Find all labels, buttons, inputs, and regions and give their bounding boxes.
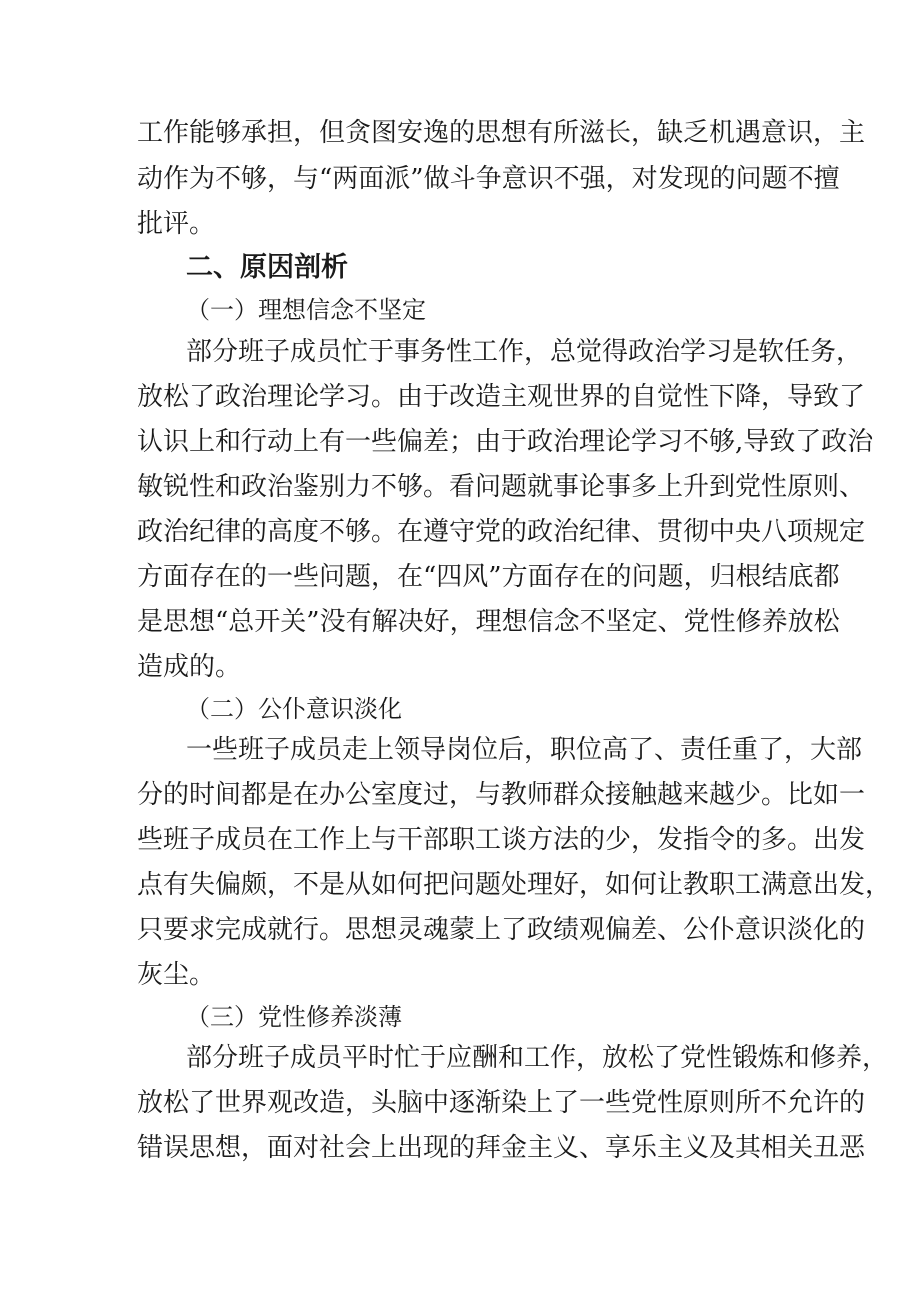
paragraph-line: 错误思想，面对社会上出现的拜金主义、享乐主义及其相关丑恶 bbox=[137, 1133, 866, 1163]
paragraph-line: 分的时间都是在办公室度过，与教师群众接触越来越少。比如一 bbox=[137, 780, 866, 810]
intro-line: 批评。 bbox=[137, 209, 216, 239]
paragraph-line: 敏锐性和政治鉴别力不够。看问题就事论事多上升到党性原则、 bbox=[137, 472, 866, 502]
paragraph-line: 部分班子成员平时忙于应酬和工作，放松了党性锻炼和修养， bbox=[186, 1043, 889, 1073]
intro-line: 工作能够承担，但贪图安逸的思想有所滋长，缺乏机遇意识，主 bbox=[137, 118, 866, 148]
paragraph-line: 点有失偏颇，不是从如何把问题处理好，如何让教职工满意出发， bbox=[137, 870, 892, 900]
paragraph-line: 放松了政治理论学习。由于改造主观世界的自觉性下降，导致了 bbox=[137, 382, 866, 412]
paragraph-line: 灰尘。 bbox=[137, 960, 216, 990]
paragraph-line: 放松了世界观改造，头脑中逐渐染上了一些党性原则所不允许的 bbox=[137, 1088, 866, 1118]
subsection-title: （二）公仆意识淡化 bbox=[186, 695, 402, 723]
intro-line: 动作为不够，与“两面派”做斗争意识不强，对发现的问题不擅 bbox=[137, 164, 840, 194]
paragraph-line: 方面存在的一些问题，在“四风”方面存在的问题，归根结底都 bbox=[137, 562, 840, 592]
paragraph-line: 造成的。 bbox=[137, 652, 242, 682]
paragraph-line: 部分班子成员忙于事务性工作，总觉得政治学习是软任务， bbox=[186, 337, 863, 367]
section-title: 二、原因剖析 bbox=[186, 252, 348, 283]
paragraph-line: 只要求完成就行。思想灵魂蒙上了政绩观偏差、公仆意识淡化的 bbox=[137, 915, 866, 945]
subsection-title: （一）理想信念不坚定 bbox=[186, 296, 426, 324]
paragraph-line: 是思想“总开关”没有解决好，理想信念不坚定、党性修养放松 bbox=[137, 607, 840, 637]
subsection-title: （三）党性修养淡薄 bbox=[186, 1003, 402, 1031]
paragraph-line: 政治纪律的高度不够。在遵守党的政治纪律、贯彻中央八项规定 bbox=[137, 517, 866, 547]
paragraph-line: 些班子成员在工作上与干部职工谈方法的少，发指令的多。出发 bbox=[137, 825, 866, 855]
paragraph-line: 认识上和行动上有一些偏差；由于政治理论学习不够,导致了政治 bbox=[137, 427, 874, 457]
paragraph-line: 一些班子成员走上领导岗位后，职位高了、责任重了，大部 bbox=[186, 735, 863, 765]
